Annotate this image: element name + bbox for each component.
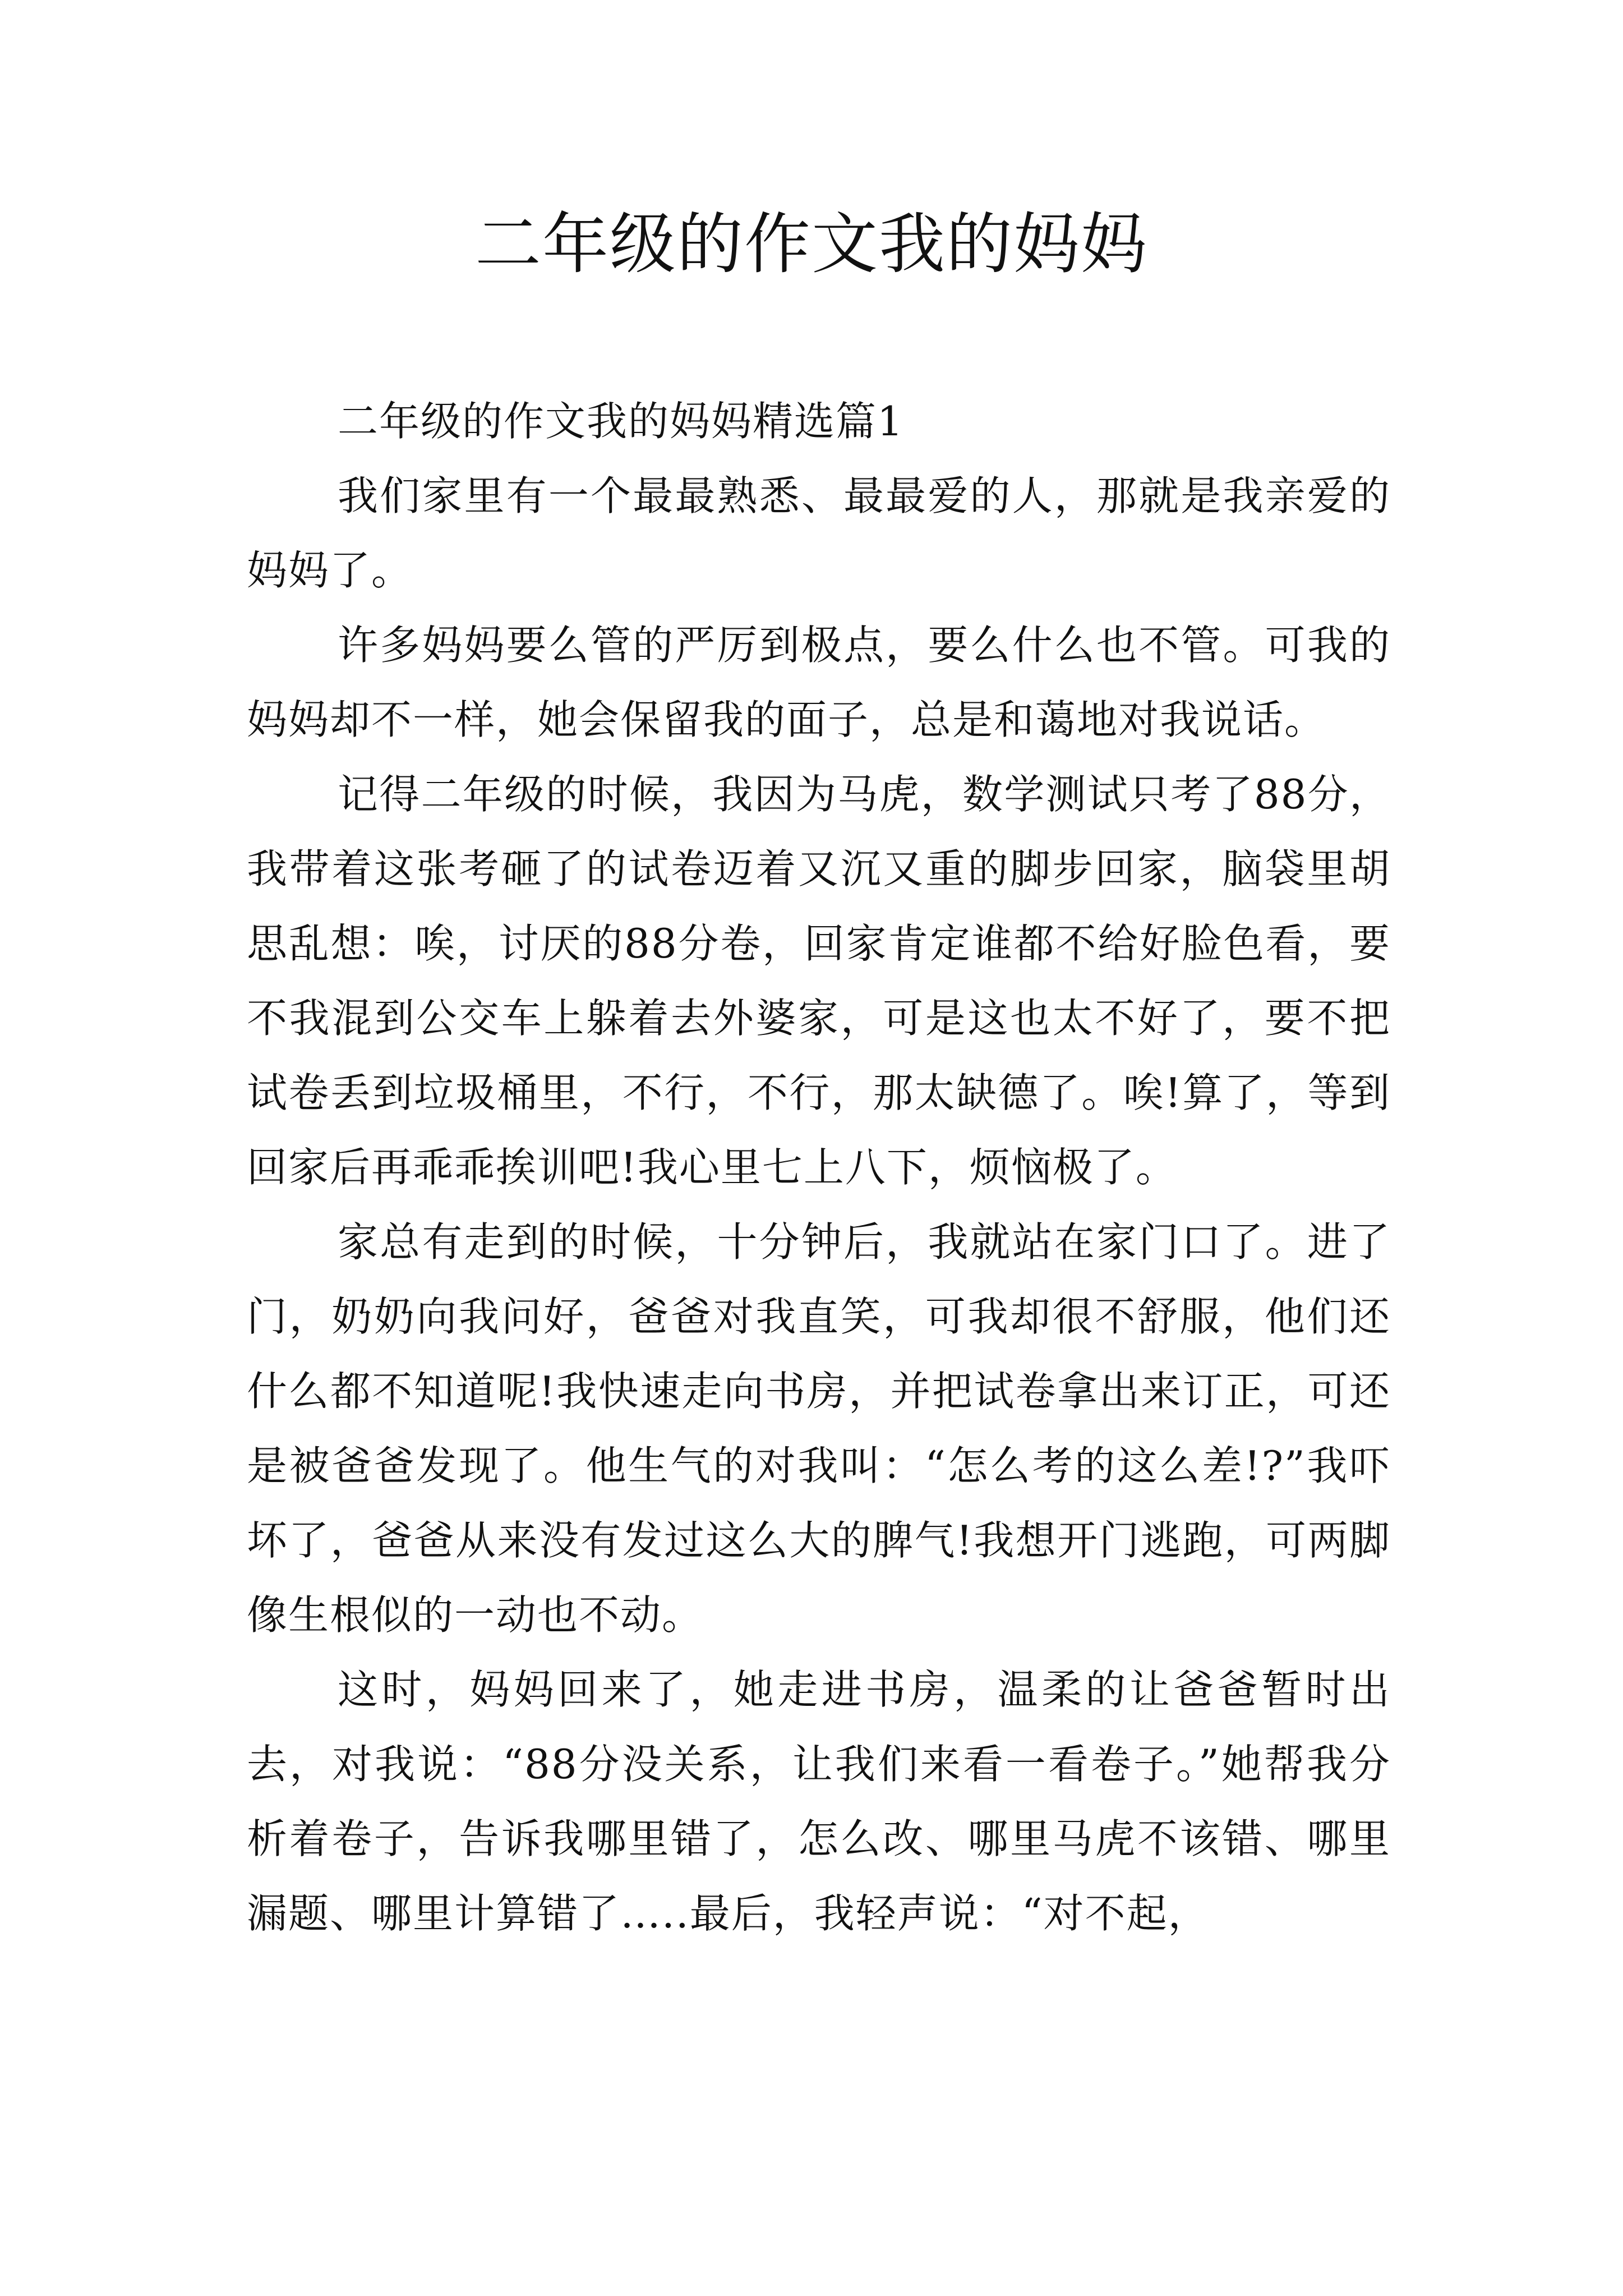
document-body: [247, 384, 1391, 1951]
paragraph: 许多妈妈要么管的严厉到极点，要么什么也不管。可我的妈妈却不一样，她会保留我的面子，总是和蔼地对我说话。: [247, 622, 1391, 743]
paragraph: 记得二年级的时候，我因为马虎，数学测试只考了88分，我带着这张考砸了的试卷迈着又沉又重的脚步回家，脑袋里胡思乱想：唉，讨厌的88分卷，回家肯定谁都不给好脸色看，要不我混到公交车上躲着去外婆家，可是这也太不好了，要不把试卷丢到垃圾桶里，不行，不行，那太缺德了。唉!算了，等到回家后再乖乖挨训吧!我心里七上八下，烦恼极了。: [247, 771, 1391, 1191]
document-title: 二年级的作文我的妈妈: [474, 205, 1148, 283]
paragraph: 我们家里有一个最最熟悉、最最爱的人，那就是我亲爱的妈妈了。: [247, 472, 1391, 594]
paragraph: 这时，妈妈回来了，她走进书房，温柔的让爸爸暂时出去，对我说：“88分没关系，让我们来看一看卷子。”她帮我分析着卷子，告诉我哪里错了，怎么改、哪里马虎不该错、哪里漏题、哪里计算错了…..最后，我轻声说：“对不起，: [247, 1666, 1391, 1937]
paragraph-heading: 二年级的作文我的妈妈精选篇1: [338, 398, 904, 445]
paragraph: 家总有走到的时候，十分钟后，我就站在家门口了。进了门，奶奶向我问好，爸爸对我直笑，可我却很不舒服，他们还什么都不知道呢!我快速走向书房，并把试卷拿出来订正，可还是被爸爸发现了。他生气的对我叫：“怎么考的这么差!?”我吓坏了，爸爸从来没有发过这么大的脾气!我想开门逃跑，可两脚像生根似的一动也不动。: [247, 1218, 1391, 1639]
